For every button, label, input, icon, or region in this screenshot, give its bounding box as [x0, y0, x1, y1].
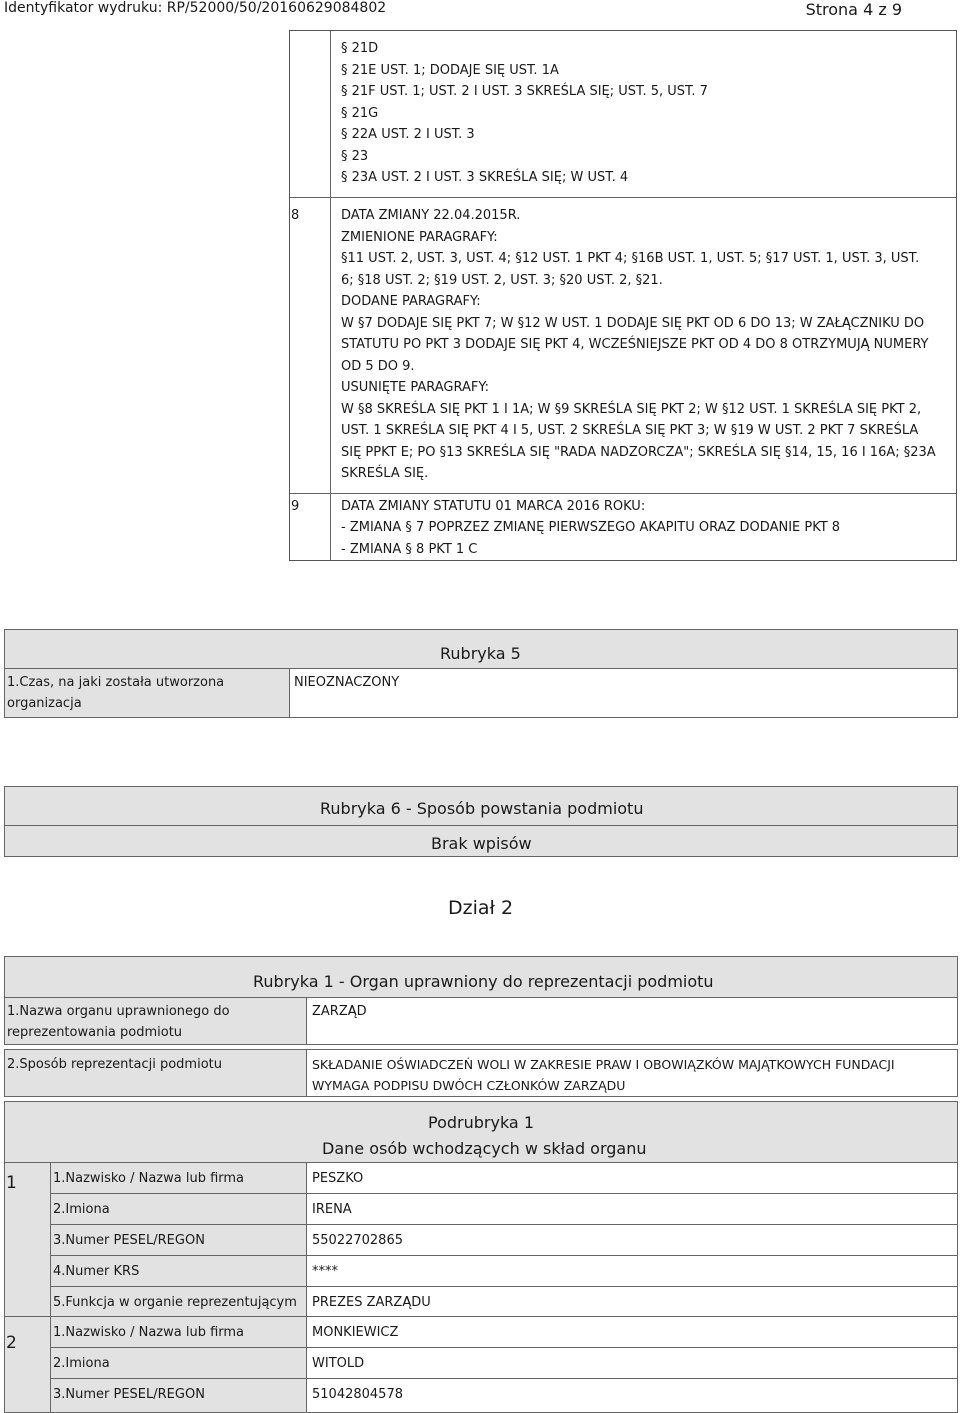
change-line: DATA ZMIANY STATUTU 01 MARCA 2016 ROKU:	[341, 499, 646, 514]
change-line: SKREŚLA SIĘ.	[341, 466, 429, 481]
change-line: § 23A UST. 2 I UST. 3 SKREŚLA SIĘ; W UST. 4	[341, 170, 629, 185]
field-value-cell	[306, 1347, 958, 1379]
field-value: WITOLD	[312, 1356, 365, 1371]
change-line: 6; §18 UST. 2; §19 UST. 2, UST. 3; §20 UST. 2, §21.	[341, 273, 663, 288]
podrubryka-header	[4, 1101, 958, 1163]
row-separator	[290, 197, 956, 198]
change-line: ZMIENIONE PARAGRAFY:	[341, 230, 498, 245]
field-label: 1.Czas, na jaki została utworzona	[7, 675, 225, 690]
field-label: 1.Nazwa organu uprawnionego do	[7, 1004, 230, 1019]
print-identifier: Identyfikator wydruku: RP/52000/50/20160629084802	[4, 0, 387, 16]
change-line: § 23	[341, 149, 369, 164]
rubryka-1-value-cell	[306, 997, 958, 1045]
podrubryka-title: Podrubryka 1	[428, 1113, 534, 1132]
field-label-cell	[50, 1224, 307, 1256]
field-label: 1.Nazwisko / Nazwa lub firma	[53, 1171, 245, 1186]
change-line: DODANE PARAGRAFY:	[341, 294, 481, 309]
field-value: NIEOZNACZONY	[294, 675, 400, 690]
change-line: - ZMIANA § 8 PKT 1 C	[341, 542, 478, 557]
field-label-cell	[50, 1162, 307, 1194]
person-index-cell	[4, 1162, 51, 1317]
field-value: 51042804578	[312, 1387, 403, 1402]
change-line: §11 UST. 2, UST. 3, UST. 4; §12 UST. 1 PKT 4; §16B UST. 1, UST. 5; §17 UST. 1, UST. 3, UST.	[341, 251, 920, 266]
change-line: § 21D	[341, 41, 379, 56]
field-value: SKŁADANIE OŚWIADCZEŃ WOLI W ZAKRESIE PRAW I OBOWIĄZKÓW MAJĄTKOWYCH FUNDACJI	[312, 1057, 895, 1072]
person-index: 1	[6, 1173, 17, 1193]
rubryka-5-label-cell	[4, 668, 290, 718]
rubryka-1-label-cell	[4, 997, 307, 1045]
field-value: PESZKO	[312, 1171, 364, 1186]
field-label-cell	[50, 1378, 307, 1413]
field-label: 3.Numer PESEL/REGON	[53, 1387, 205, 1402]
field-label: 4.Numer KRS	[53, 1264, 140, 1279]
field-label: 3.Numer PESEL/REGON	[53, 1233, 205, 1248]
field-value: ZARZĄD	[312, 1004, 367, 1019]
field-value-cell	[306, 1224, 958, 1256]
field-label: organizacja	[7, 696, 82, 711]
change-line: USUNIĘTE PARAGRAFY:	[341, 380, 489, 395]
field-value-cell	[306, 1162, 958, 1194]
page-number: Strona 4 z 9	[805, 0, 902, 19]
field-value: MONKIEWICZ	[312, 1325, 399, 1340]
change-line: DATA ZMIANY 22.04.2015R.	[341, 208, 521, 223]
field-label: 2.Imiona	[53, 1202, 110, 1217]
person-index: 2	[6, 1333, 17, 1353]
rubryka-1-header	[4, 956, 958, 998]
field-label-cell	[50, 1347, 307, 1379]
field-value-cell	[306, 1286, 958, 1317]
change-line: § 21G	[341, 106, 379, 121]
field-value: WYMAGA PODPISU DWÓCH CZŁONKÓW ZARZĄDU	[312, 1078, 626, 1093]
field-label: reprezentowania podmiotu	[7, 1025, 183, 1040]
change-number: 8	[291, 208, 300, 223]
change-number: 9	[291, 499, 300, 514]
field-label-cell	[50, 1255, 307, 1287]
rubryka-6-header	[4, 786, 958, 826]
section-title: Dział 2	[448, 897, 514, 919]
change-line: SIĘ PPKT E; PO §13 SKREŚLA SIĘ "RADA NADZORCZA"; SKREŚLA SIĘ §14, 15, 16 I 16A; §23A	[341, 445, 936, 460]
rubryka-6-title: Rubryka 6 - Sposób powstania podmiotu	[320, 799, 644, 818]
rubryka-5-value-cell	[289, 668, 958, 718]
change-line: W §8 SKREŚLA SIĘ PKT 1 I 1A; W §9 SKREŚLA SIĘ PKT 2; W §12 UST. 1 SKREŚLA SIĘ PKT 2,	[341, 402, 922, 417]
rubryka-6-empty-cell	[4, 825, 958, 857]
field-value-cell	[306, 1378, 958, 1413]
empty-entries: Brak wpisów	[431, 834, 532, 853]
field-value-cell	[306, 1316, 958, 1348]
field-label: 2.Imiona	[53, 1356, 110, 1371]
field-label-cell	[50, 1316, 307, 1348]
changes-divider	[330, 31, 331, 560]
rubryka-1-value-cell	[306, 1049, 958, 1097]
page-header	[0, 0, 960, 19]
field-label-cell	[50, 1193, 307, 1225]
field-value: ****	[312, 1264, 338, 1279]
field-label: 1.Nazwisko / Nazwa lub firma	[53, 1325, 245, 1340]
change-line: UST. 1 SKREŚLA SIĘ PKT 4 I 5, UST. 2 SKREŚLA SIĘ PKT 3; W §19 W UST. 2 PKT 7 SKREŚLA	[341, 423, 919, 438]
rubryka-5-header	[4, 629, 958, 669]
change-line: W §7 DODAJE SIĘ PKT 7; W §12 W UST. 1 DODAJE SIĘ PKT OD 6 DO 13; W ZAŁĄCZNIKU DO	[341, 316, 925, 331]
field-value: PREZES ZARZĄDU	[312, 1295, 431, 1310]
field-label: 2.Sposób reprezentacji podmiotu	[7, 1057, 222, 1072]
field-label: 5.Funkcja w organie reprezentującym	[53, 1295, 297, 1310]
field-label-cell	[50, 1286, 307, 1317]
person-index-cell	[4, 1316, 51, 1413]
field-value: IRENA	[312, 1202, 352, 1217]
change-line: STATUTU PO PKT 3 DODAJE SIĘ PKT 4, WCZEŚNIEJSZE PKT OD 4 DO 8 OTRZYMUJĄ NUMERY	[341, 337, 929, 352]
row-separator	[290, 493, 956, 494]
podrubryka-subtitle: Dane osób wchodzących w skład organu	[322, 1139, 647, 1158]
rubryka-1-title: Rubryka 1 - Organ uprawniony do reprezentacji podmiotu	[253, 972, 714, 991]
rubryka-1-label-cell	[4, 1049, 307, 1097]
field-value: 55022702865	[312, 1233, 403, 1248]
change-line: § 22A UST. 2 I UST. 3	[341, 127, 475, 142]
change-line: § 21F UST. 1; UST. 2 I UST. 3 SKREŚLA SIĘ; UST. 5, UST. 7	[341, 84, 708, 99]
rubryka-5-title: Rubryka 5	[440, 644, 521, 663]
change-line: § 21E UST. 1; DODAJE SIĘ UST. 1A	[341, 63, 559, 78]
field-value-cell	[306, 1193, 958, 1225]
change-line: OD 5 DO 9.	[341, 359, 415, 374]
change-line: - ZMIANA § 7 POPRZEZ ZMIANĘ PIERWSZEGO AKAPITU ORAZ DODANIE PKT 8	[341, 520, 841, 535]
field-value-cell	[306, 1255, 958, 1287]
